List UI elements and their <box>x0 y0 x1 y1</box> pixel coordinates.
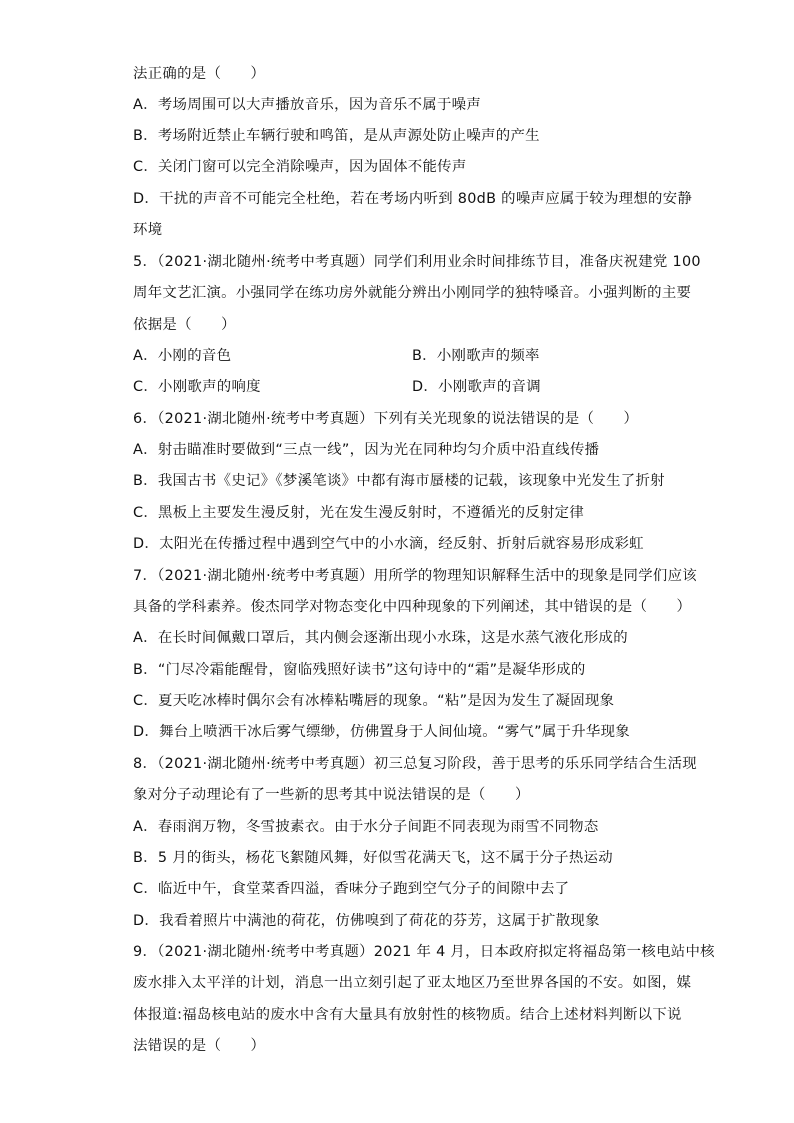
option-c-q7: C．夏天吃冰棒时偶尔会有冰棒粘嘴唇的现象。“粘”是因为发生了凝固现象 <box>133 693 615 709</box>
text-line: 周年文艺汇演。小强同学在练功房外就能分辨出小刚同学的独特嗓音。小强判断的主要 <box>133 285 692 301</box>
option-d-q8: D．我看着照片中满池的荷花，仿佛嗅到了荷花的芬芳，这属于扩散现象 <box>133 913 600 929</box>
option-a-q8: A．春雨润万物，冬雪披素衣。由于水分子间距不同表现为雨雪不同物态 <box>133 819 599 835</box>
question-7: 7．（2021·湖北随州·统考中考真题）用所学的物理知识解释生活中的现象是同学们应该 <box>133 568 698 584</box>
option-c-q5: C．小刚歌声的响度 <box>133 379 261 395</box>
option-b-q6: B．我国古书《史记》《梦溪笔谈》中都有海市蜃楼的记载，该现象中光发生了折射 <box>133 473 665 489</box>
question-8: 8．（2021·湖北随州·统考中考真题）初三总复习阶段，善于思考的乐乐同学结合生活现 <box>133 756 698 772</box>
option-a-q5: A．小刚的音色 <box>133 348 232 364</box>
option-d-q5: D．小刚歌声的音调 <box>412 379 541 395</box>
text-line: 具备的学科素养。俊杰同学对物态变化中四种现象的下列阐述，其中错误的是（ ） <box>133 599 692 615</box>
question-6: 6．（2021·湖北随州·统考中考真题）下列有关光现象的说法错误的是（ ） <box>133 411 639 427</box>
option-d-q6: D．太阳光在传播过程中遇到空气中的小水滴，经反射、折射后就容易形成彩虹 <box>133 536 644 552</box>
option-b-q4: B．考场附近禁止车辆行驶和鸣笛，是从声源处防止噪声的产生 <box>133 128 540 144</box>
option-d-q4: D．干扰的声音不可能完全杜绝，若在考场内听到 80dB 的噪声应属于较为理想的安静 <box>133 191 693 207</box>
option-a-q6: A．射击瞄准时要做到“三点一线”，因为光在同种均匀介质中沿直线传播 <box>133 442 600 458</box>
option-c-q6: C．黑板上主要发生漫反射，光在发生漫反射时，不遵循光的反射定律 <box>133 505 585 521</box>
option-b-q5: B．小刚歌声的频率 <box>412 348 540 364</box>
text-line: 法错误的是（ ） <box>133 1038 266 1054</box>
text-line: 废水排入太平洋的计划，消息一出立刻引起了亚太地区乃至世界各国的不安。如图，媒 <box>133 975 692 991</box>
option-a-q7: A．在长时间佩戴口罩后，其内侧会逐渐出现小水珠，这是水蒸气液化形成的 <box>133 630 628 646</box>
text-line: 依据是（ ） <box>133 317 236 333</box>
question-5: 5．（2021·湖北随州·统考中考真题）同学们利用业余时间排练节目，准备庆祝建党 100 <box>133 254 701 270</box>
text-line: 环境 <box>133 222 163 238</box>
text-line: 象对分子动理论有了一些新的思考其中说法错误的是（ ） <box>133 787 530 803</box>
option-c-q8: C．临近中午，食堂菜香四溢，香味分子跑到空气分子的间隙中去了 <box>133 881 570 897</box>
option-b-q8: B．5 月的街头，杨花飞絮随风舞，好似雪花满天飞，这不属于分子热运动 <box>133 850 613 866</box>
option-c-q4: C．关闭门窗可以完全消除噪声，因为固体不能传声 <box>133 159 467 175</box>
question-9: 9．（2021·湖北随州·统考中考真题）2021 年 4 月，日本政府拟定将福岛第一核电站中核 <box>133 944 715 960</box>
option-b-q7: B．“门尽冷霜能醒骨，窗临残照好读书”这句诗中的“霜”是凝华形成的 <box>133 662 586 678</box>
text-line: 体报道:福岛核电站的废水中含有大量具有放射性的核物质。结合上述材料判断以下说 <box>133 1007 682 1023</box>
option-d-q7: D．舞台上喷洒干冰后雾气缥缈，仿佛置身于人间仙境。“雾气”属于升华现象 <box>133 724 630 740</box>
text-line: 法正确的是（ ） <box>133 66 266 82</box>
option-a-q4: A．考场周围可以大声播放音乐，因为音乐不属于噪声 <box>133 97 482 113</box>
